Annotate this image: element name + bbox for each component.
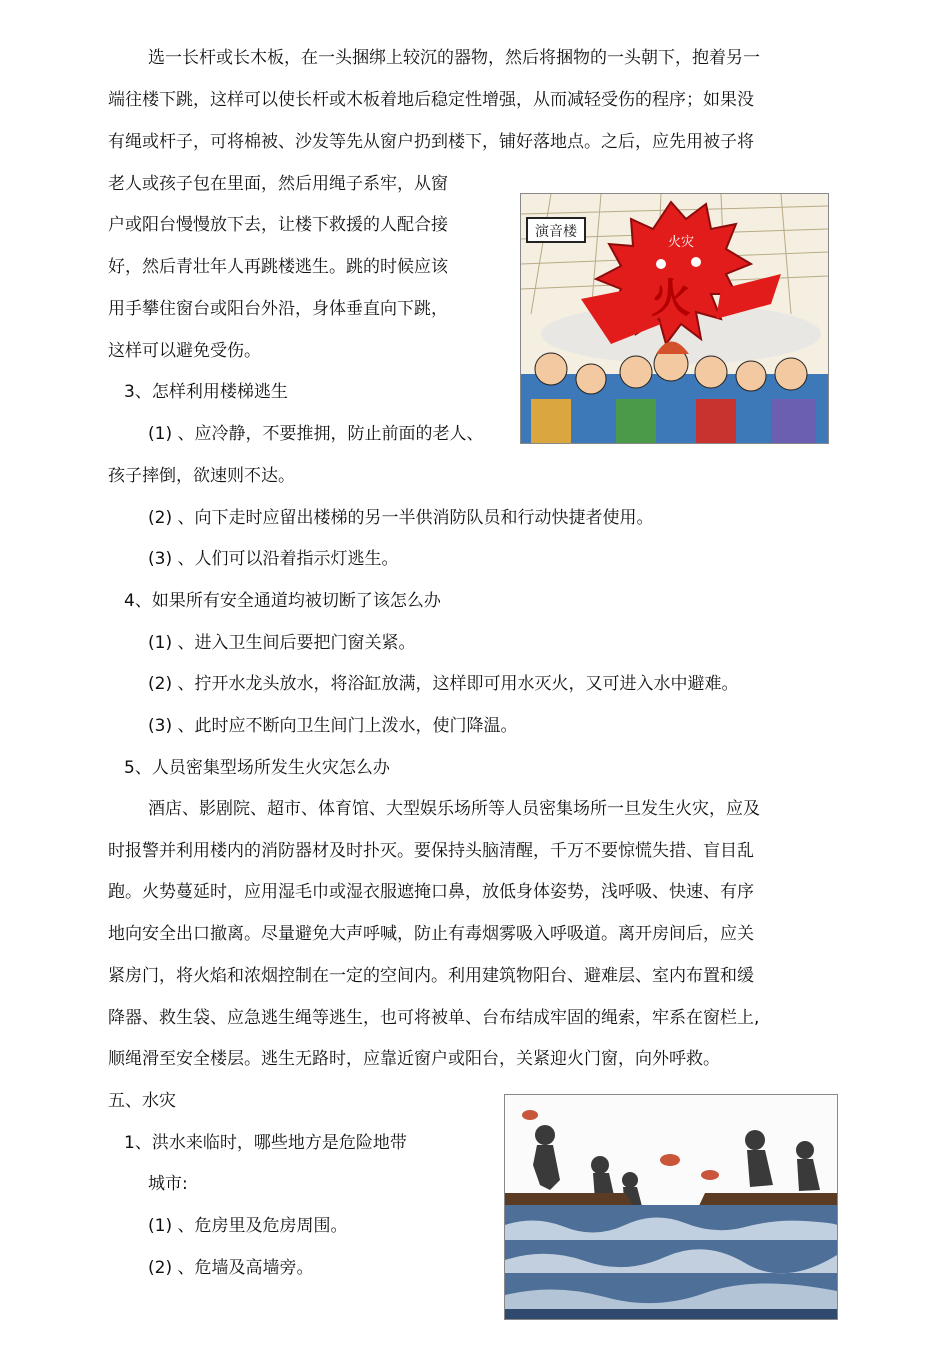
paragraph-line: 顺绳滑至安全楼层。逃生无路时，应靠近窗户或阳台，关紧迎火门窗，向外呼救。 bbox=[108, 1049, 720, 1069]
paragraph-line: 用手攀住窗台或阳台外沿，身体垂直向下跳， bbox=[108, 299, 448, 319]
list-item: 孩子摔倒，欲速则不达。 bbox=[108, 466, 295, 486]
list-item: (1) 、进入卫生间后要把门窗关紧。 bbox=[148, 633, 416, 653]
paragraph-line: 选一长杆或长木板，在一头捆绑上较沉的器物，然后将捆物的一头朝下，抱着另一 bbox=[148, 48, 760, 68]
monster-big-character: 火 bbox=[651, 276, 691, 322]
flood-water-illustration bbox=[505, 1205, 837, 1319]
list-item: (2) 、危墙及高墙旁。 bbox=[148, 1258, 314, 1278]
list-item: (2) 、拧开水龙头放水，将浴缸放满，这样即可用水灭火，又可进入水中避难。 bbox=[148, 674, 739, 694]
paragraph-line: 降器、救生袋、应急逃生绳等逃生，也可将被单、台布结成牢固的绳索，牢系在窗栏上, bbox=[108, 1008, 760, 1028]
list-item: (1) 、危房里及危房周围。 bbox=[148, 1216, 348, 1236]
list-item: (2) 、向下走时应留出楼梯的另一半供消防队员和行动快捷者使用。 bbox=[148, 508, 654, 528]
paragraph-line: 跑。火势蔓延时，应用湿毛巾或湿衣服遮掩口鼻，放低身体姿势，浅呼吸、快速、有序 bbox=[108, 882, 754, 902]
chapter-heading: 五、水灾 bbox=[108, 1091, 176, 1111]
paragraph-line: 老人或孩子包在里面，然后用绳子系牢，从窗 bbox=[108, 174, 448, 194]
list-item: (3) 、此时应不断向卫生间门上泼水，使门降温。 bbox=[148, 716, 518, 736]
fire-cartoon-figure bbox=[520, 193, 829, 444]
paragraph-line: 户或阳台慢慢放下去，让楼下救援的人配合接 bbox=[108, 215, 448, 235]
section-heading: 3、怎样利用楼梯逃生 bbox=[124, 382, 288, 402]
paragraph-line: 地向安全出口撤离。尽量避免大声呼喊，防止有毒烟雾吸入呼吸道。离开房间后，应关 bbox=[108, 924, 754, 944]
flood-cartoon-figure bbox=[504, 1094, 838, 1320]
section-heading: 5、人员密集型场所发生火灾怎么办 bbox=[124, 758, 390, 778]
sign-text: 演音楼 bbox=[535, 224, 577, 240]
paragraph-line: 紧房门，将火焰和浓烟控制在一定的空间内。利用建筑物阳台、避难层、室内布置和缓 bbox=[108, 966, 754, 986]
subsection-label: 城市: bbox=[148, 1174, 188, 1194]
paragraph-line: 有绳或杆子，可将棉被、沙发等先从窗户扔到楼下，铺好落地点。之后，应先用被子将 bbox=[108, 132, 754, 152]
sign-board bbox=[527, 218, 585, 242]
section-heading: 1、洪水来临时，哪些地方是危险地带 bbox=[124, 1133, 407, 1153]
list-item: (3) 、人们可以沿着指示灯逃生。 bbox=[148, 549, 399, 569]
paragraph-line: 时报警并利用楼内的消防器材及时扑灭。要保持头脑清醒，千万不要惊慌失措、盲目乱 bbox=[108, 841, 754, 861]
paragraph-line: 端往楼下跳，这样可以使长杆或木板着地后稳定性增强，从而减轻受伤的程序；如果没 bbox=[108, 90, 754, 110]
paragraph-line: 这样可以避免受伤。 bbox=[108, 341, 261, 361]
section-heading: 4、如果所有安全通道均被切断了该怎么办 bbox=[124, 591, 441, 611]
list-item: (1) 、应冷静，不要推拥，防止前面的老人、 bbox=[148, 424, 484, 444]
paragraph-line: 酒店、影剧院、超市、体育馆、大型娱乐场所等人员密集场所一旦发生火灾，应及 bbox=[148, 799, 760, 819]
paragraph-line: 好，然后青壮年人再跳楼逃生。跳的时候应该 bbox=[108, 257, 448, 277]
monster-label: 火灾 bbox=[667, 235, 695, 250]
